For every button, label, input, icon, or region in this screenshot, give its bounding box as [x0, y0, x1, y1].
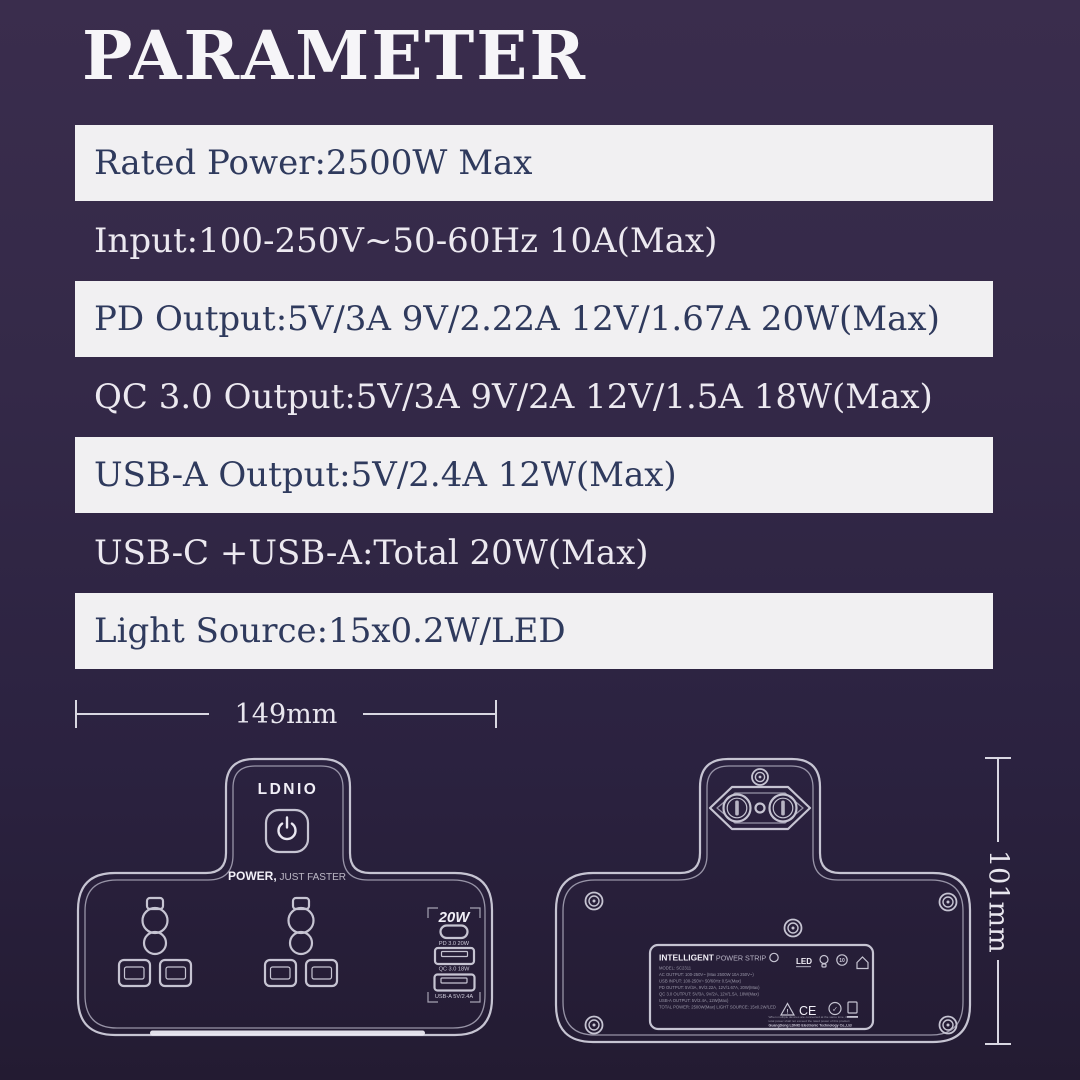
- euro-plug: [710, 787, 810, 829]
- page-title: PARAMETER: [82, 16, 587, 95]
- bulb-icon: [820, 956, 828, 968]
- usb-a2-label: USB-A 5V/2.4A: [434, 994, 474, 1000]
- spec-row-usba-output: USB-A Output:5V/2.4A 12W(Max): [75, 437, 993, 513]
- warning-triangle-icon: [781, 1004, 794, 1016]
- label-spec-line: USB INPUT: 100-250V~ 50/60Hz 0.5A(Max): [659, 978, 742, 984]
- spec-row-rated-power: Rated Power:2500W Max: [75, 125, 993, 201]
- spec-list: [75, 125, 993, 669]
- spec-row-qc-output: QC 3.0 Output:5V/3A 9V/2A 12V/1.5A 18W(Max): [94, 377, 933, 417]
- label-spec-line: MODEL: SC2311: [659, 965, 692, 971]
- spec-row-usbc-usba: USB-C +USB-A:Total 20W(Max): [94, 533, 649, 573]
- dimension-line: [77, 713, 209, 715]
- ce-mark: CE: [799, 1004, 817, 1018]
- led-subtext-line: [796, 966, 811, 967]
- led-mark: LED: [796, 957, 812, 966]
- label-spec-line: QC 3.0 OUTPUT: 5V/3A, 9V/2A, 12V/1.5A, 18W(Max): [659, 991, 759, 997]
- usb-c-port[interactable]: [441, 926, 468, 939]
- back-outline-outer: [556, 759, 970, 1042]
- universal-socket-2[interactable]: [265, 898, 337, 986]
- label-spec-line: USB-A OUTPUT: 5V/2.4A, 12W(Max): [659, 998, 729, 1003]
- plug-center-hole: [756, 804, 765, 813]
- indoor-use-icon: [857, 957, 868, 969]
- plug-pin-left: [724, 795, 751, 822]
- usb-power-badge: 20W: [438, 909, 470, 926]
- rated-current-badge: [837, 955, 847, 965]
- base-light-strip: [150, 1031, 425, 1036]
- screw: [940, 894, 957, 911]
- dimension-tick: [495, 700, 497, 728]
- height-dimension: [983, 757, 1013, 1045]
- dimension-line: [997, 960, 999, 1043]
- svg-text:✓: ✓: [832, 1006, 838, 1014]
- label-company: GuangDong LDNIO Electronic Technology Co.,Ltd: [768, 1023, 852, 1028]
- dimension-line: [997, 759, 999, 842]
- svg-text:10: 10: [839, 958, 845, 965]
- screw: [586, 893, 603, 910]
- universal-socket-1[interactable]: [119, 898, 191, 986]
- screw: [785, 920, 802, 937]
- width-dimension: [75, 699, 497, 729]
- power-strip-front-view: [75, 757, 495, 1057]
- usb-port-group: [428, 908, 480, 1002]
- label-spec-line: PD OUTPUT: 5V/3A, 9V/2.22A, 12V/1.67A, 20W(Max): [659, 985, 760, 990]
- front-outline-inner: [85, 766, 485, 1028]
- label-spec-line: AC OUTPUT: 100-250V~ (Max 2500W 10A 250V~): [659, 972, 754, 977]
- screws: [586, 769, 957, 1034]
- screw: [940, 1017, 957, 1034]
- brand-logo: LDNIO: [257, 781, 319, 798]
- label-spec-line: TOTAL POWER: 2500W(Max) LIGHT SOURCE: 15x0.2W/LED: [659, 1004, 776, 1010]
- usb-a1-label: QC 3.0 18W: [438, 966, 470, 973]
- screw: [586, 1017, 603, 1034]
- spec-row-light-source: Light Source:15x0.2W/LED: [75, 593, 993, 669]
- spec-row-input: Input:100-250V~50-60Hz 10A(Max): [94, 221, 718, 261]
- usb-c-label: PD 3.0 20W: [438, 941, 470, 947]
- slogan: POWER, JUST FASTER: [228, 869, 346, 883]
- dimension-line: [363, 713, 495, 715]
- svg-text:!: !: [786, 1008, 789, 1016]
- regulatory-label: [650, 945, 873, 1029]
- spec-row-pd-output: PD Output:5V/3A 9V/2.22A 12V/1.67A 20W(Max): [75, 281, 993, 357]
- label-warning-line: total power shall not exceed the rated power of this product: [768, 1018, 850, 1023]
- power-strip-back-view: [553, 757, 973, 1057]
- screw: [752, 769, 768, 785]
- label-title: INTELLIGENT POWER STRIP: [659, 952, 767, 963]
- label-power-mark-icon: [770, 953, 778, 961]
- power-button[interactable]: [266, 810, 308, 852]
- usb-a-tongue: [441, 978, 467, 983]
- width-dimension-label: 149mm: [234, 698, 338, 730]
- label-warning-line: When multiple devices are connected at the same time, the: [768, 1015, 850, 1019]
- plug-pin-right: [770, 795, 797, 822]
- power-icon: [279, 818, 296, 840]
- rohs-check-icon: [829, 1003, 841, 1015]
- front-outline-outer: [78, 759, 492, 1035]
- usb-a-tongue: [442, 952, 468, 957]
- dimension-tick: [985, 1043, 1011, 1045]
- height-dimension-label: 101mm: [982, 849, 1014, 953]
